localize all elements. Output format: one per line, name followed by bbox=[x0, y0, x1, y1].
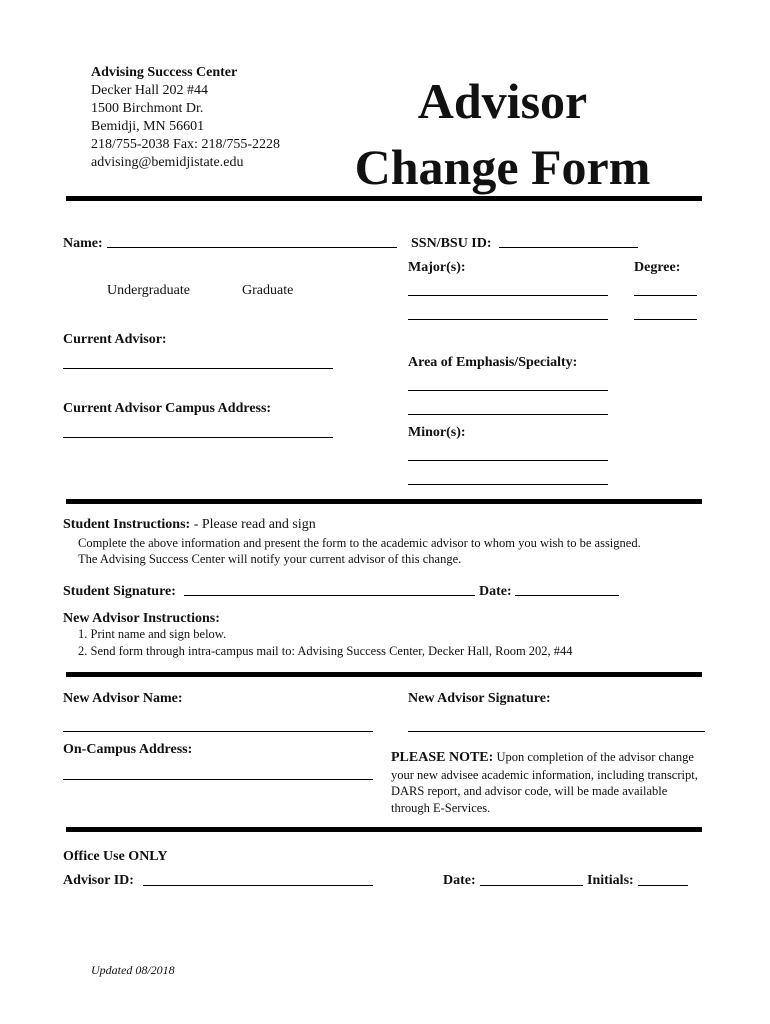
current-advisor-label: Current Advisor: bbox=[63, 332, 167, 347]
major-field-2[interactable] bbox=[408, 319, 608, 320]
student-instructions-title: Student Instructions: bbox=[63, 517, 191, 532]
please-note-title: PLEASE NOTE: bbox=[391, 750, 494, 765]
instruction-line-1: Complete the above information and present the form to the academic advisor to whom you wish to be assigned. bbox=[78, 536, 641, 550]
email-line: advising@bemidjistate.edu bbox=[91, 155, 244, 170]
student-instructions-note: - Please read and sign bbox=[190, 517, 316, 532]
section-divider-1 bbox=[66, 499, 702, 504]
minor-field-2[interactable] bbox=[408, 484, 608, 485]
org-name: Advising Success Center bbox=[91, 65, 238, 80]
new-advisor-signature-field[interactable] bbox=[408, 731, 705, 732]
option-undergraduate[interactable]: Undergraduate bbox=[107, 283, 190, 298]
please-note-block bbox=[391, 749, 701, 816]
new-advisor-name-field[interactable] bbox=[63, 731, 373, 732]
office-date-field[interactable] bbox=[480, 885, 583, 886]
advisor-id-label: Advisor ID: bbox=[63, 873, 134, 888]
emphasis-field-1[interactable] bbox=[408, 390, 608, 391]
campus-address-label: Current Advisor Campus Address: bbox=[63, 401, 272, 416]
title-line-1: Advisor bbox=[417, 73, 588, 129]
please-note-text: Upon completion of the advisor change your new advisee academic information, including transcript, DARS report, and advisor code, will be made available through E-Services. bbox=[391, 750, 698, 815]
header-divider bbox=[66, 196, 702, 201]
emphasis-field-2[interactable] bbox=[408, 414, 608, 415]
major-field-1[interactable] bbox=[408, 295, 608, 296]
on-campus-address-field[interactable] bbox=[63, 779, 373, 780]
new-advisor-signature-label: New Advisor Signature: bbox=[408, 691, 551, 706]
updated-date: Updated 08/2018 bbox=[91, 963, 175, 977]
phone-fax-line: 218/755-2038 Fax: 218/755-2228 bbox=[91, 137, 280, 152]
student-date-field[interactable] bbox=[515, 595, 619, 596]
current-advisor-field[interactable] bbox=[63, 368, 333, 369]
form-title bbox=[330, 68, 675, 200]
initials-field[interactable] bbox=[638, 885, 688, 886]
student-date-label: Date: bbox=[479, 584, 512, 599]
minor-field-1[interactable] bbox=[408, 460, 608, 461]
degree-field-2[interactable] bbox=[634, 319, 697, 320]
name-field[interactable] bbox=[107, 247, 397, 248]
section-divider-3 bbox=[66, 827, 702, 832]
student-signature-field[interactable] bbox=[184, 595, 475, 596]
ssn-label: SSN/BSU ID: bbox=[411, 236, 492, 251]
address-line: Bemidji, MN 56601 bbox=[91, 119, 205, 134]
org-address-block bbox=[91, 64, 280, 172]
student-instructions-heading bbox=[63, 517, 316, 533]
address-line: Decker Hall 202 #44 bbox=[91, 83, 209, 98]
minors-label: Minor(s): bbox=[408, 425, 466, 440]
address-line: 1500 Birchmont Dr. bbox=[91, 101, 204, 116]
instruction-line-2: The Advising Success Center will notify your current advisor of this change. bbox=[78, 552, 462, 566]
new-advisor-instructions-heading: New Advisor Instructions: bbox=[63, 611, 220, 626]
student-signature-label: Student Signature: bbox=[63, 584, 176, 599]
title-line-2: Change Form bbox=[354, 139, 651, 195]
initials-label: Initials: bbox=[587, 873, 634, 888]
option-graduate[interactable]: Graduate bbox=[242, 283, 294, 298]
new-advisor-name-label: New Advisor Name: bbox=[63, 691, 183, 706]
name-label: Name: bbox=[63, 236, 103, 251]
office-use-heading: Office Use ONLY bbox=[63, 849, 168, 864]
degree-field-1[interactable] bbox=[634, 295, 697, 296]
on-campus-address-label: On-Campus Address: bbox=[63, 742, 193, 757]
campus-address-field[interactable] bbox=[63, 437, 333, 438]
office-date-label: Date: bbox=[443, 873, 476, 888]
step-1: 1. Print name and sign below. bbox=[78, 627, 227, 641]
ssn-field[interactable] bbox=[499, 247, 638, 248]
advisor-id-field[interactable] bbox=[143, 885, 373, 886]
step-2: 2. Send form through intra-campus mail to: Advising Success Center, Decker Hall, Room 202, #44 bbox=[78, 644, 573, 658]
degree-label: Degree: bbox=[634, 260, 681, 275]
emphasis-label: Area of Emphasis/Specialty: bbox=[408, 355, 578, 370]
section-divider-2 bbox=[66, 672, 702, 677]
majors-label: Major(s): bbox=[408, 260, 466, 275]
